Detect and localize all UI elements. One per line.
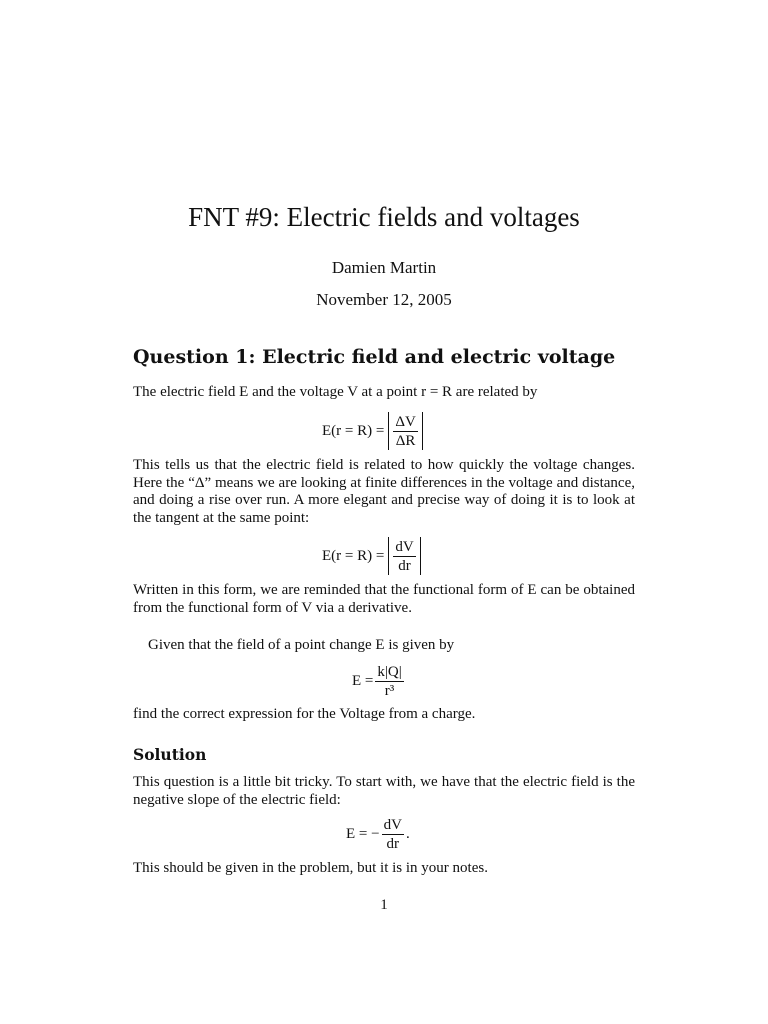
document-title: FNT #9: Electric fields and voltages bbox=[188, 202, 580, 232]
equation-negative-slope bbox=[346, 817, 410, 852]
fraction-denominator: dr bbox=[398, 557, 411, 574]
absolute-value-bars bbox=[388, 412, 422, 450]
fraction-numerator: dV bbox=[383, 817, 402, 833]
equation-lhs: E(r = R) = bbox=[322, 422, 385, 439]
equation-lhs: E(r = R) = bbox=[322, 547, 385, 564]
equation-point-charge-field bbox=[352, 664, 406, 699]
paragraph-task: find the correct expression for the Voltage from a charge. bbox=[133, 706, 476, 722]
equation-period: . bbox=[405, 826, 410, 842]
fraction-denominator: dr bbox=[386, 836, 400, 852]
document-date: November 12, 2005 bbox=[316, 290, 452, 309]
equation-lhs: E = − bbox=[346, 826, 380, 842]
fraction bbox=[393, 539, 415, 574]
fraction-numerator: dV bbox=[395, 538, 414, 555]
fraction bbox=[382, 817, 404, 852]
paragraph-intro: The electric field E and the voltage V at a point r = R are related by bbox=[133, 384, 538, 400]
section-heading: Question 1: Electric field and electric voltage bbox=[133, 346, 616, 368]
fraction-numerator: k|Q| bbox=[377, 664, 402, 680]
paragraph-solution: This question is a little bit tricky. To start with, we have that the electric field is the negative slope of the electric field: bbox=[133, 774, 635, 808]
paragraph-explanation: This tells us that the electric field is related to how quickly the voltage changes. Here the “Δ” means we are looking at finite differences in the voltage and distance, and doing a rise over run. A more elegant and precise way of doing it is to look at the tangent at the same point: bbox=[133, 457, 635, 526]
paragraph-functional-form: Written in this form, we are reminded that the functional form of E can be obtained from the functional form of V via a derivative. bbox=[133, 582, 635, 616]
equation-finite-difference bbox=[322, 412, 423, 450]
fraction bbox=[393, 414, 417, 449]
paragraph-question: Given that the field of a point change E is given by bbox=[148, 637, 455, 653]
fraction bbox=[375, 664, 403, 699]
fraction-numerator: ΔV bbox=[395, 413, 416, 430]
equation-derivative bbox=[322, 537, 421, 575]
paragraph-note: This should be given in the problem, but it is in your notes. bbox=[133, 860, 488, 876]
subsection-heading: Solution bbox=[133, 745, 207, 764]
equation-lhs: E = bbox=[352, 673, 374, 689]
fraction-denominator: r³ bbox=[384, 683, 395, 699]
absolute-value-bars bbox=[388, 537, 420, 575]
fraction-denominator: ΔR bbox=[395, 432, 416, 449]
page-number: 1 bbox=[380, 897, 388, 913]
document-author: Damien Martin bbox=[331, 258, 437, 277]
